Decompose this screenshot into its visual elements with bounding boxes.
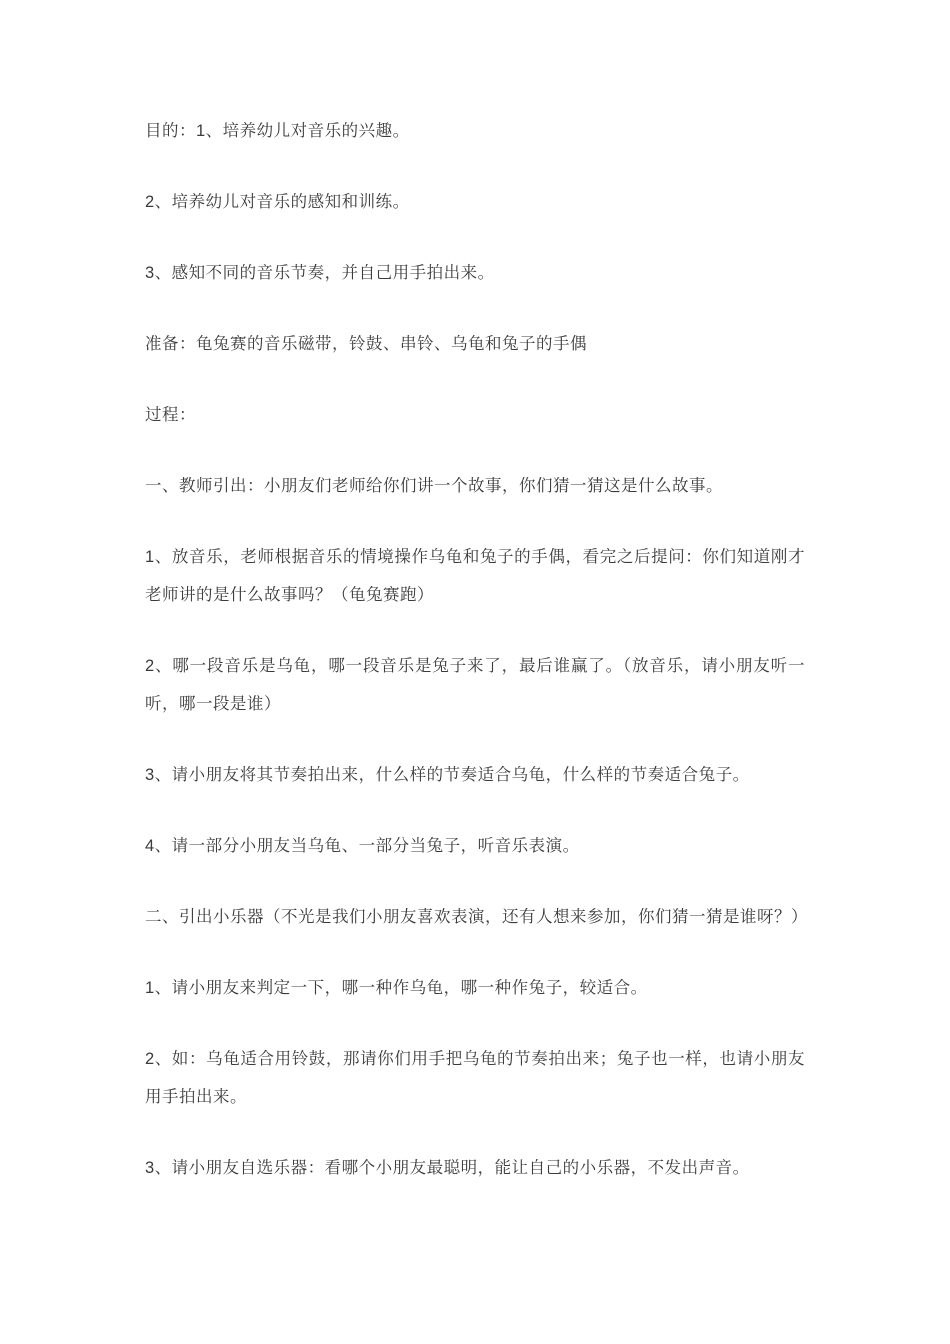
paragraph-section-1-step-4: 4、请一部分小朋友当乌龟、一部分当兔子，听音乐表演。 (145, 837, 580, 855)
paragraph-goal-3: 3、感知不同的音乐节奏，并自己用手拍出来。 (145, 264, 495, 282)
paragraph-section-1: 一、教师引出：小朋友们老师给你们讲一个故事，你们猜一猜这是什么故事。 (145, 477, 723, 495)
paragraph-preparation: 准备：龟兔赛的音乐磁带，铃鼓、串铃、乌龟和兔子的手偶 (145, 335, 587, 353)
paragraph-section-2: 二、引出小乐器（不光是我们小朋友喜欢表演，还有人想来参加，你们猜一猜是谁呀？） (145, 908, 808, 926)
paragraph-goal-2: 2、培养幼儿对音乐的感知和训练。 (145, 193, 410, 211)
paragraph-process-heading: 过程： (145, 406, 196, 424)
paragraph-section-1-step-1: 1、放音乐，老师根据音乐的情境操作乌龟和兔子的手偶，看完之后提问：你们知道刚才老师讲的是什么故事吗？（龟兔赛跑） (145, 548, 805, 604)
paragraph-section-2-step-2: 2、如：乌龟适合用铃鼓，那请你们用手把乌龟的节奏拍出来；兔子也一样，也请小朋友用手拍出来。 (145, 1050, 805, 1106)
paragraph-section-1-step-3: 3、请小朋友将其节奏拍出来，什么样的节奏适合乌龟，什么样的节奏适合兔子。 (145, 766, 750, 784)
paragraph-section-2-step-1: 1、请小朋友来判定一下，哪一种作乌龟，哪一种作兔子，较适合。 (145, 979, 648, 997)
paragraph-section-1-step-2: 2、哪一段音乐是乌龟，哪一段音乐是兔子来了，最后谁赢了。（放音乐，请小朋友听一听，哪一段是谁） (145, 657, 805, 713)
paragraph-goal: 目的：1、培养幼儿对音乐的兴趣。 (145, 122, 410, 140)
paragraph-section-2-step-3: 3、请小朋友自选乐器：看哪个小朋友最聪明，能让自己的小乐器，不发出声音。 (145, 1159, 750, 1177)
